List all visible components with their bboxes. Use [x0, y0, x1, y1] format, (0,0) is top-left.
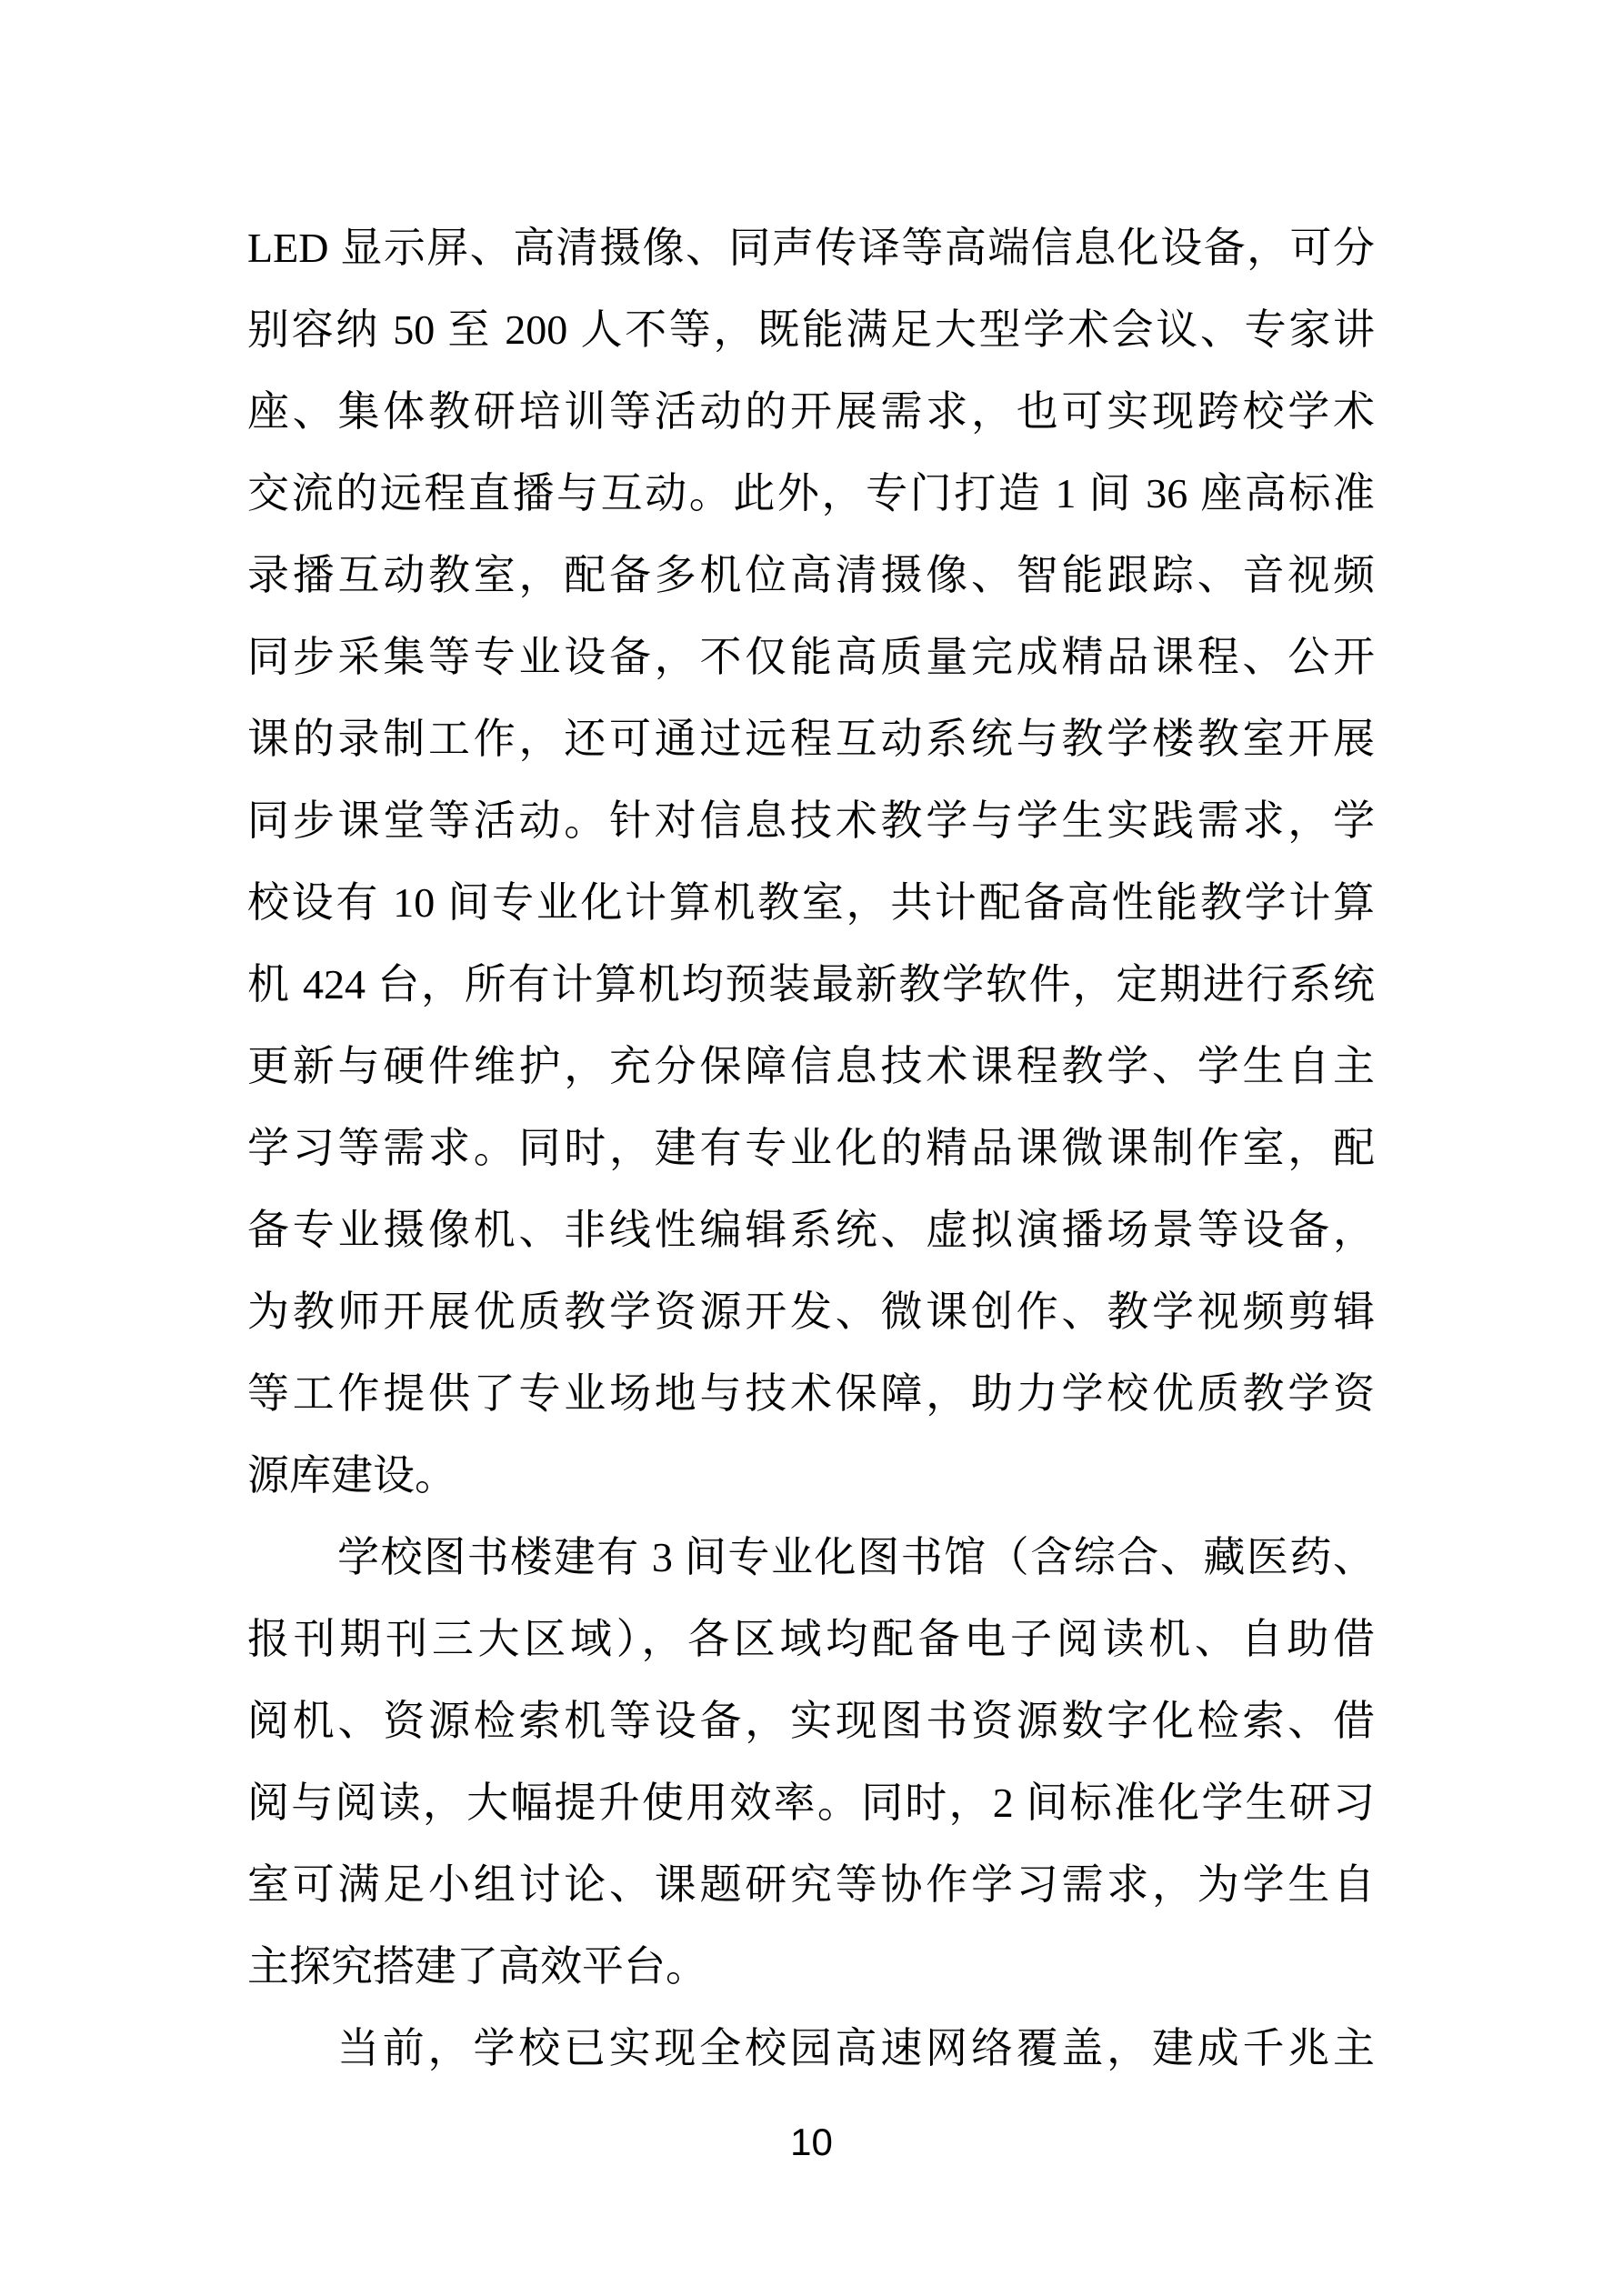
text-line: 学习等需求。同时，建有专业化的精品课微课制作室，配	[247, 1125, 1375, 1171]
text-line: 同步采集等专业设备，不仅能高质量完成精品课程、公开	[247, 634, 1375, 680]
text-line: 源库建设。	[247, 1452, 456, 1499]
text-line: 同步课堂等活动。针对信息技术教学与学生实践需求，学	[247, 797, 1375, 844]
text-line: 室可满足小组讨论、课题研究等协作学习需求，为学生自	[247, 1861, 1375, 1908]
text-line: 当前，学校已实现全校园高速网络覆盖，建成千兆主	[337, 2025, 1375, 2071]
text-line: 阅机、资源检索机等设备，实现图书资源数字化检索、借	[247, 1698, 1375, 1744]
text-line: 等工作提供了专业场地与技术保障，助力学校优质教学资	[247, 1370, 1375, 1417]
document-body	[247, 207, 1375, 2090]
text-line: 备专业摄像机、非线性编辑系统、虚拟演播场景等设备，	[247, 1207, 1375, 1253]
text-line: 座、集体教研培训等活动的开展需求，也可实现跨校学术	[247, 388, 1375, 435]
text-line: 主探究搭建了高效平台。	[247, 1943, 707, 1990]
text-line: 录播互动教室，配备多机位高清摄像、智能跟踪、音视频	[247, 552, 1375, 598]
text-line: 交流的远程直播与互动。此外，专门打造 1 间 36 座高标准	[247, 470, 1375, 516]
text-line: 校设有 10 间专业化计算机教室，共计配备高性能教学计算	[247, 879, 1375, 926]
text-line: 别容纳 50 至 200 人不等，既能满足大型学术会议、专家讲	[247, 306, 1375, 353]
text-line: 为教师开展优质教学资源开发、微课创作、教学视频剪辑	[247, 1288, 1375, 1335]
text-line: 机 424 台，所有计算机均预装最新教学软件，定期进行系统	[247, 961, 1375, 1008]
text-line: 报刊期刊三大区域），各区域均配备电子阅读机、自助借	[247, 1616, 1375, 1662]
text-line: LED 显示屏、高清摄像、同声传译等高端信息化设备，可分	[247, 225, 1375, 271]
text-line: 阅与阅读，大幅提升使用效率。同时，2 间标准化学生研习	[247, 1780, 1375, 1826]
page-number: 10	[790, 2121, 833, 2163]
text-line: 课的录制工作，还可通过远程互动系统与教学楼教室开展	[247, 716, 1375, 762]
text-line: 学校图书楼建有 3 间专业化图书馆（含综合、藏医药、	[337, 1534, 1375, 1580]
text-line: 更新与硬件维护，充分保障信息技术课程教学、学生自主	[247, 1043, 1375, 1089]
